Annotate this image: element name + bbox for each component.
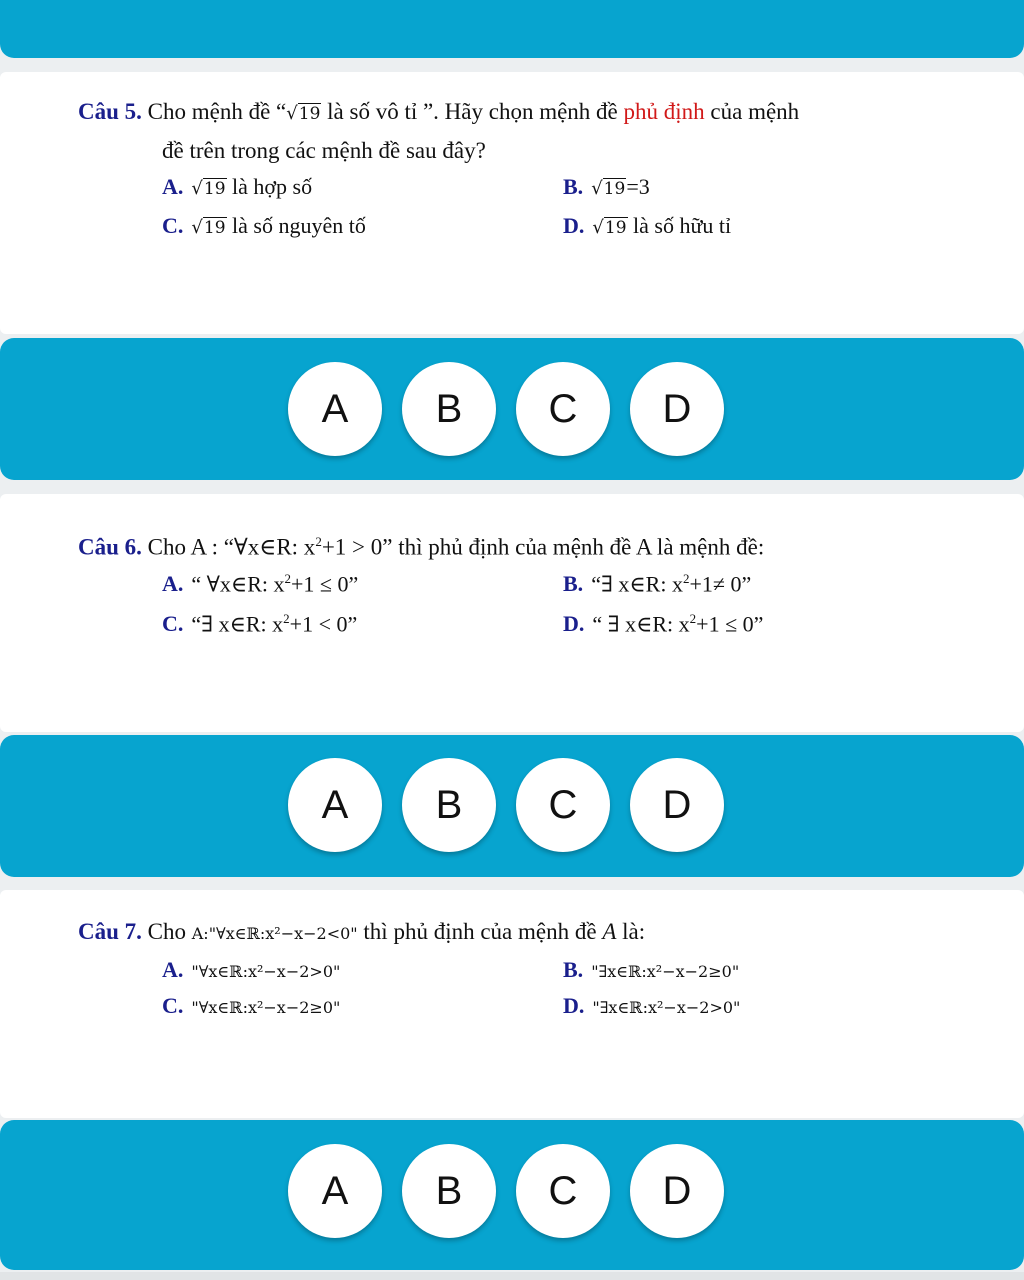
answer-button-d[interactable]: D xyxy=(630,758,724,852)
answer-button-b[interactable]: B xyxy=(402,758,496,852)
answer-band-q6 xyxy=(0,735,1024,877)
question-number: Câu 5. xyxy=(78,99,142,124)
option-d[interactable]: D. "∃x∈ℝ:x²−x−2>0" xyxy=(563,993,741,1018)
top-answer-band xyxy=(0,0,1024,58)
answer-button-b[interactable]: B xyxy=(402,362,496,456)
question-5-text-line2: đề trên trong các mệnh đề sau đây? xyxy=(162,138,486,163)
answer-button-c[interactable]: C xyxy=(516,758,610,852)
answer-button-d[interactable]: D xyxy=(630,1144,724,1238)
option-a[interactable]: A. √19 là hợp số xyxy=(162,174,313,199)
formula: A:"∀x∈ℝ:x²−x−2<0" xyxy=(191,924,358,943)
option-c[interactable]: C. “∃ x∈R: $x^2+1 < 0$” xyxy=(162,611,358,637)
answer-button-b[interactable]: B xyxy=(402,1144,496,1238)
answer-band-q7 xyxy=(0,1120,1024,1270)
option-a[interactable]: A. “ ∀x∈R: $x^2+1 \le 0$” xyxy=(162,571,359,597)
bottom-divider xyxy=(0,1272,1024,1280)
answer-button-c[interactable]: C xyxy=(516,362,610,456)
option-a[interactable]: A. "∀x∈ℝ:x²−x−2>0" xyxy=(162,957,341,982)
answer-band-q5 xyxy=(0,338,1024,480)
option-b[interactable]: B. √19=3 xyxy=(563,174,650,199)
highlighted-term: phủ định xyxy=(623,99,705,124)
answer-button-a[interactable]: A xyxy=(288,1144,382,1238)
question-6-text: Câu 6. Cho A : “∀x∈R: $x^2+1 > 0$” thì phủ định của mệnh đề A là mệnh đề: xyxy=(78,534,765,560)
sqrt-expression: √19 xyxy=(286,103,321,124)
question-7-text: Câu 7. Cho A:"∀x∈ℝ:x²−x−2<0" thì phủ định của mệnh đề A là: xyxy=(78,919,646,944)
answer-button-d[interactable]: D xyxy=(630,362,724,456)
answer-button-c[interactable]: C xyxy=(516,1144,610,1238)
option-c[interactable]: C. √19 là số nguyên tố xyxy=(162,213,366,238)
option-d[interactable]: D. “ ∃ x∈R: $x^2+1 \le 0$” xyxy=(563,611,764,637)
option-d[interactable]: D. √19 là số hữu tỉ xyxy=(563,213,732,238)
answer-button-a[interactable]: A xyxy=(288,758,382,852)
answer-button-a[interactable]: A xyxy=(288,362,382,456)
option-b[interactable]: B. “∃ x∈R: $x^2+1\ne 0$” xyxy=(563,571,752,597)
option-c[interactable]: C. "∀x∈ℝ:x²−x−2≥0" xyxy=(162,993,341,1018)
option-b[interactable]: B. "∃x∈ℝ:x²−x−2≥0" xyxy=(563,957,740,982)
question-5-text: Câu 5. Cho mệnh đề “√19 là số vô tỉ ”. Hãy chọn mệnh đề phủ định của mệnh xyxy=(78,98,799,128)
